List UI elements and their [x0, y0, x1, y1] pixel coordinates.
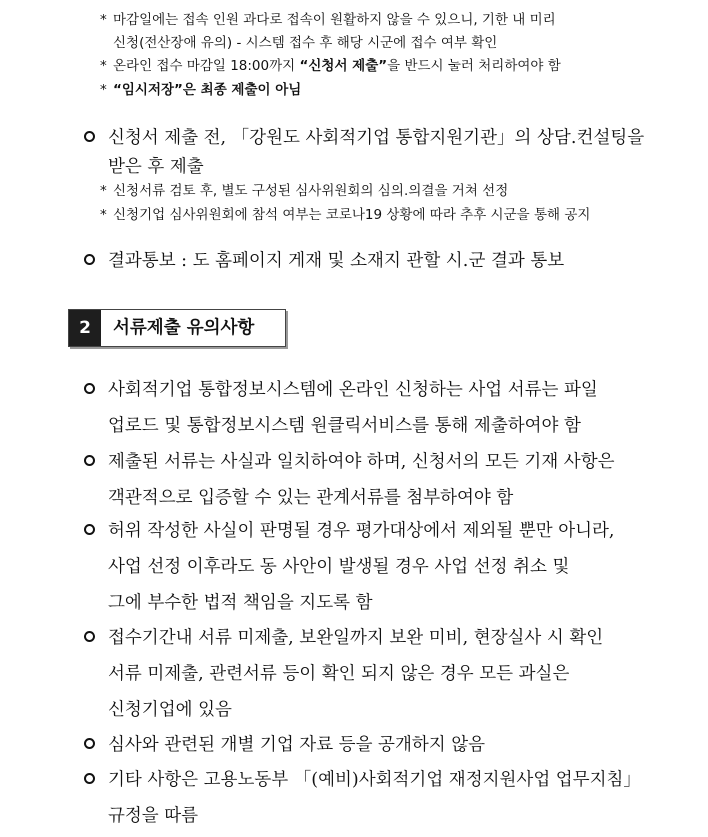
circle-bullet-icon: [84, 524, 95, 535]
note-temp-save: * “임시저장”은 최종 제출이 아님: [100, 79, 301, 101]
circle-bullet-icon: [84, 773, 95, 784]
section-heading: [68, 309, 286, 347]
asterisk-marker: *: [100, 58, 107, 74]
asterisk-marker: *: [100, 207, 107, 223]
circle-bullet-icon: [84, 738, 95, 749]
circle-bullet-icon: [84, 455, 95, 466]
circle-bullet-icon: [84, 631, 95, 642]
note-review: * 신청서류 검토 후, 별도 구성된 심사위원회의 심의․의결을 거쳐 선정: [100, 180, 508, 202]
circle-bullet-icon: [84, 254, 95, 265]
note-deadline-line1: * 마감일에는 접속 인원 과다로 접속이 원활하지 않을 수 있으니, 기한 내 미리: [100, 9, 556, 31]
circle-bullet-icon: [84, 383, 95, 394]
consult-paragraph: 신청서 제출 전, 「강원도 사회적기업 통합지원기관」의 상담․컨설팅을 받은 후 제출: [84, 124, 684, 184]
section-title: 서류제출 유의사항: [113, 318, 255, 338]
asterisk-marker: *: [100, 183, 107, 199]
list-item: 접수기간내 서류 미제출, 보완일까지 보완 미비, 현장실사 시 확인 서류 미제출, 관련서류 등이 확인 되지 않은 경우 모든 과실은 신청기업에 있음: [84, 624, 684, 724]
note-submit-deadline: * 온라인 접수 마감일 18:00까지 “신청서 제출”을 반드시 눌러 처리하여야 함: [100, 55, 561, 77]
note-deadline-line2: 신청(전산장애 유의) - 시스템 접수 후 해당 시군에 접수 여부 확인: [113, 35, 498, 51]
list-item: 허위 작성한 사실이 판명될 경우 평가대상에서 제외될 뿐만 아니라, 사업 선정 이후라도 동 사안이 발생될 경우 사업 선정 취소 및 그에 부수한 법적 책임을 지도록 함: [84, 517, 684, 617]
list-item: 사회적기업 통합정보시스템에 온라인 신청하는 사업 서류는 파일 업로드 및 통합정보시스템 원클릭서비스를 통해 제출하여야 함: [84, 376, 684, 436]
note-committee: * 신청기업 심사위원회에 참석 여부는 코로나19 상황에 따라 추후 시군을 통해 공지: [100, 204, 590, 226]
asterisk-marker: *: [100, 12, 107, 28]
result-notice: 결과통보 : 도 홈페이지 게재 및 소재지 관할 시․군 결과 통보: [84, 247, 684, 275]
list-item: 제출된 서류는 사실과 일치하여야 하며, 신청서의 모든 기재 사항은 객관적으로 입증할 수 있는 관계서류를 첨부하여야 함: [84, 448, 684, 508]
asterisk-marker: *: [100, 82, 107, 98]
list-item: 기타 사항은 고용노동부 「(예비)사회적기업 재정지원사업 업무지침」 규정을 따름: [84, 766, 684, 828]
circle-bullet-icon: [84, 131, 95, 142]
list-item: 심사와 관련된 개별 기업 자료 등을 공개하지 않음: [84, 731, 684, 759]
section-number: 2: [69, 310, 101, 346]
submit-emphasis: “신청서 제출”: [299, 58, 388, 74]
